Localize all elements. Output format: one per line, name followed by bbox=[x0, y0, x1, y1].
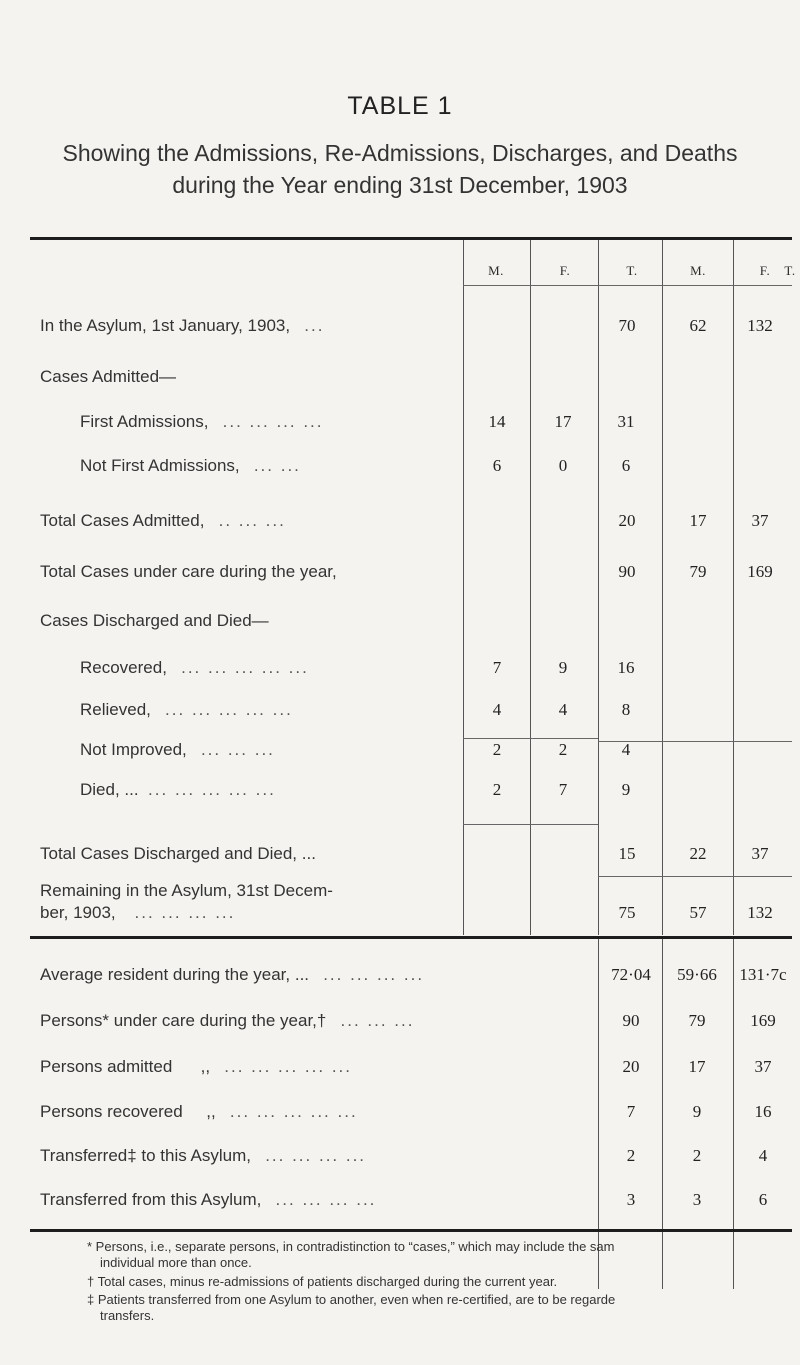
header-f-2: F. bbox=[759, 263, 771, 278]
summary-t: 16 bbox=[754, 1102, 772, 1121]
cell-total-m: 90 bbox=[618, 562, 636, 581]
row-label: Total Cases under care during the year, bbox=[40, 562, 337, 581]
cell-total-m: 20 bbox=[618, 511, 636, 530]
row-label: Died, ... ... ... ... ... ... bbox=[80, 780, 276, 799]
summary-m: 20 bbox=[622, 1057, 640, 1076]
table-title: TABLE 1 bbox=[347, 92, 453, 120]
row-label: Remaining in the Asylum, 31st Decem- bbox=[40, 881, 333, 900]
summary-f: 59·66 bbox=[677, 965, 717, 984]
summary-label: Persons recovered ,, ... ... ... ... ... bbox=[40, 1102, 358, 1121]
top-rule bbox=[30, 237, 792, 240]
middle-rule bbox=[30, 936, 792, 939]
cell-t: 31 bbox=[617, 412, 635, 431]
cell-total-m: 75 bbox=[618, 903, 636, 922]
cell-total-t: 132 bbox=[747, 316, 773, 335]
footnote-asterisk-continued: individual more than once. bbox=[100, 1255, 252, 1270]
row-label: Total Cases Admitted, .. ... ... bbox=[40, 511, 286, 530]
column-divider bbox=[530, 850, 531, 935]
summary-t: 37 bbox=[754, 1057, 772, 1076]
cell-f: 7 bbox=[558, 780, 568, 799]
summary-label: Persons* under care during the year,† ... ... ... bbox=[40, 1011, 415, 1030]
header-m-1: M. bbox=[488, 263, 504, 278]
header-f-1: F. bbox=[559, 263, 571, 278]
cell-total-f: 62 bbox=[689, 316, 707, 335]
cell-t: 9 bbox=[621, 780, 631, 799]
cell-m: 7 bbox=[492, 658, 502, 677]
cell-f: 9 bbox=[558, 658, 568, 677]
row-label: Not First Admissions, ... ... bbox=[80, 456, 301, 475]
section-label: Cases Admitted— bbox=[40, 367, 177, 386]
table-subtitle-line-2: during the Year ending 31st December, 1903 bbox=[172, 172, 628, 198]
subtotal-rule bbox=[598, 876, 792, 877]
summary-t: 4 bbox=[758, 1146, 768, 1165]
row-label: Not Improved, ... ... ... bbox=[80, 740, 275, 759]
cell-m: 2 bbox=[492, 740, 502, 759]
summary-t: 6 bbox=[758, 1190, 768, 1209]
summary-label: Transferred‡ to this Asylum, ... ... ... ... bbox=[40, 1146, 367, 1165]
summary-m: 90 bbox=[622, 1011, 640, 1030]
header-m-2: M. bbox=[690, 263, 706, 278]
column-divider bbox=[662, 240, 663, 850]
header-underline bbox=[463, 285, 598, 286]
column-divider bbox=[598, 939, 599, 1289]
header-t-1: T. bbox=[626, 263, 638, 278]
summary-m: 2 bbox=[626, 1146, 636, 1165]
header-t-2: T. bbox=[784, 263, 796, 278]
cell-total-t: 169 bbox=[747, 562, 773, 581]
summary-label: Transferred from this Asylum, ... ... ... ... bbox=[40, 1190, 377, 1209]
summary-label: Persons admitted ,, ... ... ... ... ... bbox=[40, 1057, 352, 1076]
cell-total-t: 37 bbox=[751, 511, 769, 530]
cell-total-m: 70 bbox=[618, 316, 636, 335]
cell-total-f: 17 bbox=[689, 511, 707, 530]
summary-f: 17 bbox=[688, 1057, 706, 1076]
summary-t: 169 bbox=[750, 1011, 776, 1030]
cell-total-f: 22 bbox=[689, 844, 707, 863]
row-label: Relieved, ... ... ... ... ... bbox=[80, 700, 293, 719]
cell-total-m: 15 bbox=[618, 844, 636, 863]
cell-t: 16 bbox=[617, 658, 635, 677]
row-label-continuation: ber, 1903, ... ... ... ... bbox=[40, 903, 236, 922]
summary-t: 131·7c bbox=[739, 965, 787, 984]
footnote-double-dagger: ‡ Patients transferred from one Asylum to another, even when re-certified, are to be regarde bbox=[87, 1292, 616, 1307]
cell-f: 0 bbox=[558, 456, 568, 475]
cell-f: 4 bbox=[558, 700, 568, 719]
cell-t: 4 bbox=[621, 740, 631, 759]
footnote-dagger: † Total cases, minus re-admissions of patients discharged during the current year. bbox=[87, 1274, 558, 1289]
table-subtitle-line-1: Showing the Admissions, Re-Admissions, Discharges, and Deaths bbox=[62, 140, 738, 166]
cell-t: 8 bbox=[621, 700, 631, 719]
column-divider bbox=[463, 240, 464, 850]
row-label: Total Cases Discharged and Died, ... bbox=[40, 844, 316, 863]
cell-m: 6 bbox=[492, 456, 502, 475]
summary-f: 3 bbox=[692, 1190, 702, 1209]
cell-t: 6 bbox=[621, 456, 631, 475]
summary-m: 7 bbox=[626, 1102, 636, 1121]
cell-total-f: 79 bbox=[689, 562, 707, 581]
summary-m: 72·04 bbox=[611, 965, 651, 984]
bottom-rule bbox=[30, 1229, 792, 1232]
summary-f: 9 bbox=[692, 1102, 702, 1121]
column-divider bbox=[530, 240, 531, 850]
cell-m: 4 bbox=[492, 700, 502, 719]
column-divider bbox=[463, 850, 464, 935]
header-underline bbox=[598, 285, 792, 286]
footnote-asterisk: * Persons, i.e., separate persons, in contradistinction to “cases,” which may include the sam bbox=[87, 1239, 615, 1254]
cell-m: 2 bbox=[492, 780, 502, 799]
cell-total-f: 57 bbox=[689, 903, 707, 922]
cell-f: 17 bbox=[554, 412, 572, 431]
footnote-double-dagger-continued: transfers. bbox=[100, 1308, 155, 1323]
cell-m: 14 bbox=[488, 412, 506, 431]
subtotal-rule bbox=[463, 824, 598, 825]
row-label: In the Asylum, 1st January, 1903, ... bbox=[40, 316, 325, 335]
column-divider bbox=[662, 850, 663, 935]
subtotal-rule bbox=[463, 738, 598, 739]
summary-f: 79 bbox=[688, 1011, 706, 1030]
cell-f: 2 bbox=[558, 740, 568, 759]
section-label: Cases Discharged and Died— bbox=[40, 611, 269, 630]
cell-total-t: 132 bbox=[747, 903, 773, 922]
summary-label: Average resident during the year, ... ... ... ... ... bbox=[40, 965, 425, 984]
row-label: First Admissions, ... ... ... ... bbox=[80, 412, 324, 431]
cell-total-t: 37 bbox=[751, 844, 769, 863]
summary-m: 3 bbox=[626, 1190, 636, 1209]
column-divider bbox=[662, 939, 663, 1289]
row-label: Recovered, ... ... ... ... ... bbox=[80, 658, 309, 677]
summary-f: 2 bbox=[692, 1146, 702, 1165]
